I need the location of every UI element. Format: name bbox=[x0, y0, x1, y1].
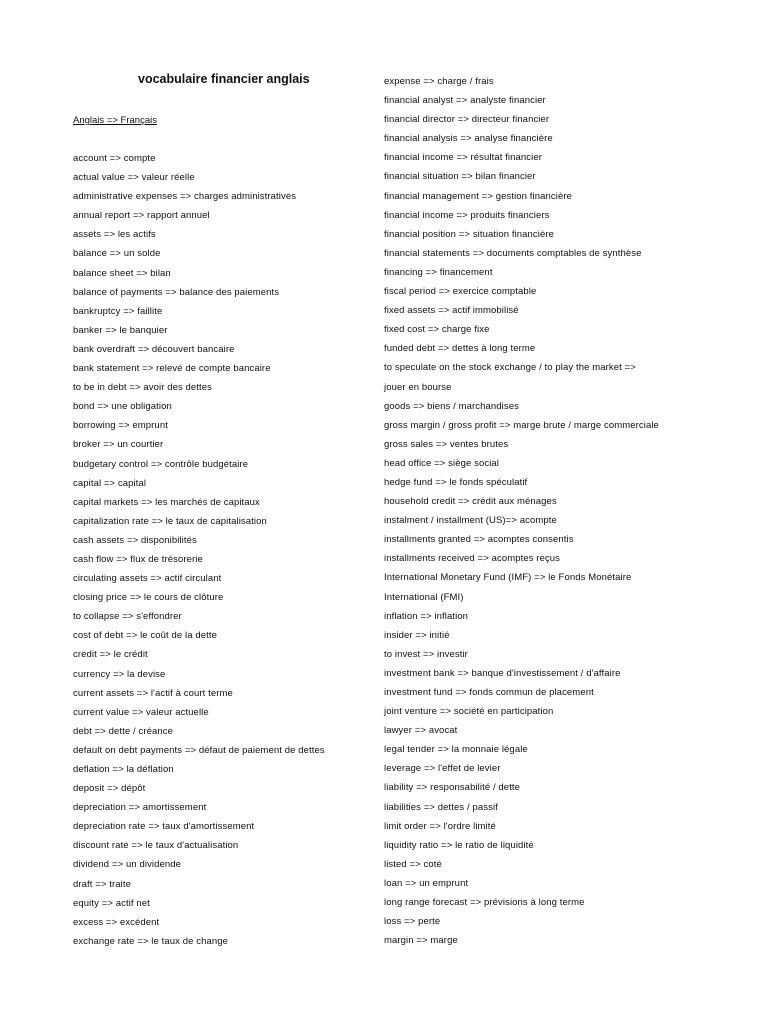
vocabulary-entry: cash assets => disponibilités bbox=[73, 534, 197, 546]
vocabulary-entry: financial statements => documents comptables de synthèse bbox=[384, 247, 642, 259]
vocabulary-entry: expense => charge / frais bbox=[384, 76, 494, 87]
vocabulary-entry: financial analysis => analyse financière bbox=[384, 133, 553, 145]
vocabulary-entry: default on debt payments => défaut de paiement de dettes bbox=[73, 744, 325, 756]
vocabulary-entry: bond => une obligation bbox=[73, 401, 172, 413]
vocabulary-entry: debt => dette / créance bbox=[73, 725, 174, 737]
vocabulary-entry: to be in debt => avoir des dettes bbox=[73, 382, 213, 394]
vocabulary-entry: inflation => inflation bbox=[384, 610, 469, 622]
vocabulary-entry: equity => actif net bbox=[73, 897, 150, 909]
vocabulary-entry: leverage => l'effet de levier bbox=[384, 763, 501, 775]
vocabulary-entry: gross sales => ventes brutes bbox=[384, 438, 509, 450]
vocabulary-entry: installments received => acomptes reçus bbox=[384, 553, 561, 565]
vocabulary-entry: closing price => le cours de clôture bbox=[73, 592, 224, 604]
document-subtitle: Anglais => Français bbox=[73, 115, 157, 126]
vocabulary-entry: bank overdraft => découvert bancaire bbox=[73, 343, 235, 355]
vocabulary-entry: balance sheet => bilan bbox=[73, 267, 171, 279]
vocabulary-entry: assets => les actifs bbox=[73, 229, 156, 241]
vocabulary-entry: instalment / installment (US)=> acompte bbox=[384, 515, 557, 527]
vocabulary-entry: broker => un courtier bbox=[73, 439, 164, 451]
vocabulary-entry: cash flow => flux de trésorerie bbox=[73, 553, 203, 565]
vocabulary-entry: credit => le crédit bbox=[73, 649, 148, 661]
vocabulary-entry: deposit => dépôt bbox=[73, 783, 146, 795]
vocabulary-entry: financial management => gestion financière bbox=[384, 190, 572, 202]
vocabulary-entry: to collapse => s'effondrer bbox=[73, 611, 182, 623]
vocabulary-entry: discount rate => le taux d'actualisation bbox=[73, 840, 239, 852]
vocabulary-entry: goods => biens / marchandises bbox=[384, 400, 519, 412]
vocabulary-entry: depreciation rate => taux d'amortissement bbox=[73, 821, 255, 833]
vocabulary-entry: bank statement => relevé de compte bancaire bbox=[73, 363, 271, 375]
vocabulary-entry: cost of debt => le coût de la dette bbox=[73, 630, 217, 642]
vocabulary-entry: borrowing => emprunt bbox=[73, 420, 168, 432]
vocabulary-entry: financial income => produits financiers bbox=[384, 209, 550, 221]
document-title: vocabulaire financier anglais bbox=[138, 72, 310, 86]
vocabulary-entry: insider => initié bbox=[384, 629, 450, 641]
vocabulary-entry: banker => le banquier bbox=[73, 324, 168, 336]
vocabulary-entry: fixed cost => charge fixe bbox=[384, 324, 490, 336]
vocabulary-entry: limit order => l'ordre limité bbox=[384, 820, 496, 832]
vocabulary-entry: budgetary control => contrôle budgétaire bbox=[73, 458, 249, 470]
vocabulary-entry: hedge fund => le fonds spéculatif bbox=[384, 476, 528, 488]
vocabulary-entry: bankruptcy => faillite bbox=[73, 305, 163, 317]
vocabulary-entry: capital => capital bbox=[73, 477, 147, 489]
vocabulary-entry: exchange rate => le taux de change bbox=[73, 935, 228, 947]
vocabulary-entry: financial income => résultat financier bbox=[384, 152, 542, 164]
vocabulary-entry: liabilities => dettes / passif bbox=[384, 801, 498, 813]
vocabulary-entry: margin => marge bbox=[384, 935, 458, 947]
vocabulary-entry: joint venture => société en participation bbox=[384, 706, 554, 718]
vocabulary-entry: administrative expenses => charges administratives bbox=[73, 191, 297, 203]
vocabulary-entry: balance of payments => balance des paiements bbox=[73, 286, 280, 298]
vocabulary-entry: liquidity ratio => le ratio de liquidité bbox=[384, 839, 534, 851]
left-vocabulary-column bbox=[73, 149, 325, 951]
right-vocabulary-column bbox=[384, 72, 659, 950]
vocabulary-entry: jouer en bourse bbox=[384, 381, 452, 393]
vocabulary-entry: gross margin / gross profit => marge brute / marge commerciale bbox=[384, 419, 659, 431]
vocabulary-entry: deflation => la déflation bbox=[73, 764, 174, 775]
vocabulary-entry: balance => un solde bbox=[73, 248, 161, 260]
vocabulary-entry: installments granted => acomptes consentis bbox=[384, 534, 574, 546]
vocabulary-entry: annual report => rapport annuel bbox=[73, 210, 210, 222]
vocabulary-entry: investment bank => banque d'investissement / d'affaire bbox=[384, 667, 621, 679]
vocabulary-entry: International Monetary Fund (IMF) => le Fonds Monétaire bbox=[384, 572, 632, 584]
vocabulary-entry: excess => excédent bbox=[73, 916, 160, 928]
vocabulary-entry: current assets => l'actif à court terme bbox=[73, 687, 233, 699]
vocabulary-entry: draft => traite bbox=[73, 878, 132, 890]
vocabulary-entry: loss => perte bbox=[384, 916, 441, 928]
vocabulary-entry: financing => financement bbox=[384, 266, 493, 278]
vocabulary-entry: lawyer => avocat bbox=[384, 725, 458, 737]
vocabulary-entry: current value => valeur actuelle bbox=[73, 706, 209, 718]
vocabulary-entry: head office => siège social bbox=[384, 457, 500, 469]
vocabulary-entry: dividend => un dividende bbox=[73, 859, 182, 871]
vocabulary-entry: fixed assets => actif immobilisé bbox=[384, 305, 519, 317]
vocabulary-entry: long range forecast => prévisions à long terme bbox=[384, 897, 585, 909]
vocabulary-entry: legal tender => la monnaie légale bbox=[384, 744, 528, 756]
vocabulary-entry: to speculate on the stock exchange / to play the market => bbox=[384, 362, 636, 374]
vocabulary-entry: actual value => valeur réelle bbox=[73, 172, 195, 184]
vocabulary-entry: financial situation => bilan financier bbox=[384, 171, 536, 183]
vocabulary-entry: loan => un emprunt bbox=[384, 877, 469, 889]
vocabulary-entry: household credit => crédit aux ménages bbox=[384, 496, 557, 508]
vocabulary-entry: listed => coté bbox=[384, 858, 442, 870]
vocabulary-entry: depreciation => amortissement bbox=[73, 802, 207, 814]
vocabulary-entry: fiscal period => exercice comptable bbox=[384, 286, 537, 298]
vocabulary-entry: financial position => situation financière bbox=[384, 228, 555, 240]
vocabulary-entry: capitalization rate => le taux de capitalisation bbox=[73, 515, 267, 527]
vocabulary-entry: International (FMI) bbox=[384, 591, 464, 603]
vocabulary-entry: financial analyst => analyste financier bbox=[384, 95, 546, 107]
vocabulary-entry: liability => responsabilité / dette bbox=[384, 782, 521, 794]
vocabulary-entry: financial director => directeur financier bbox=[384, 114, 550, 126]
vocabulary-entry: capital markets => les marchés de capitaux bbox=[73, 496, 260, 508]
vocabulary-entry: funded debt => dettes à long terme bbox=[384, 343, 536, 355]
vocabulary-entry: investment fund => fonds commun de placement bbox=[384, 687, 594, 698]
vocabulary-entry: currency => la devise bbox=[73, 668, 166, 680]
vocabulary-entry: circulating assets => actif circulant bbox=[73, 573, 222, 585]
vocabulary-entry: to invest => investir bbox=[384, 648, 468, 660]
vocabulary-entry: account => compte bbox=[73, 153, 156, 164]
